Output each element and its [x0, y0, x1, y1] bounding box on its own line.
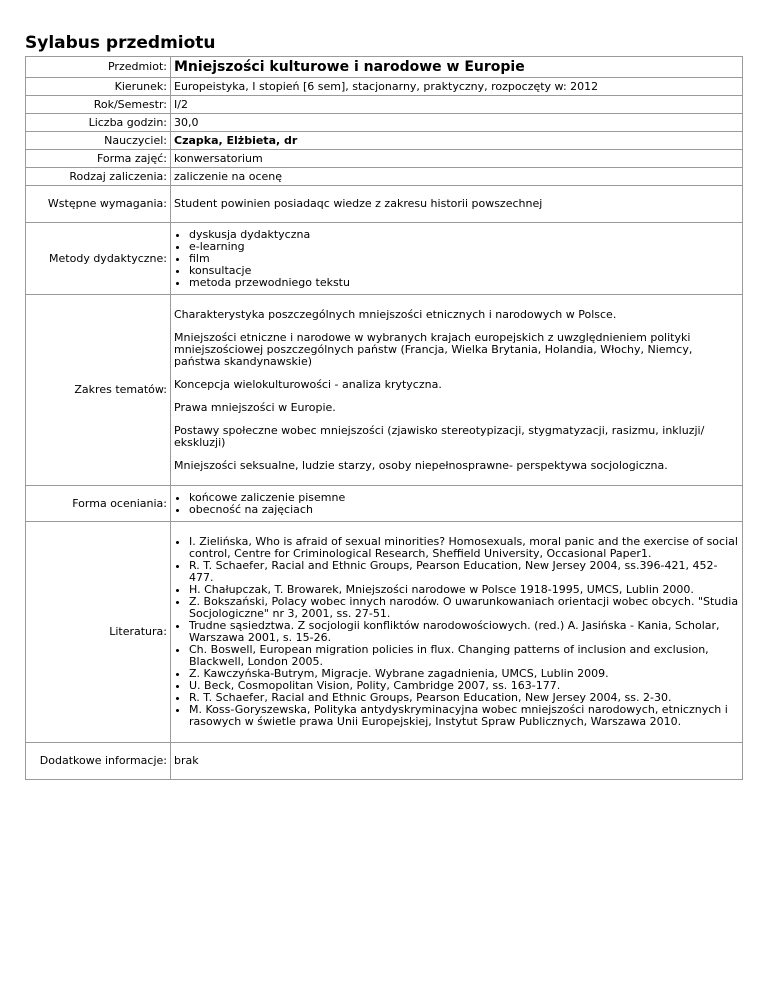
- label-rok: Rok/Semestr:: [26, 96, 171, 114]
- metody-list: [174, 229, 739, 289]
- list-item: • H. Chałupczak, T. Browarek, Mniejszości narodowe w Polsce 1918-1995, UMCS, Lublin 2000.: [189, 584, 739, 596]
- label-metody: Metody dydaktyczne:: [26, 223, 171, 295]
- list-item: • R. T. Schaefer, Racial and Ethnic Groups, Pearson Education, New Jersey 2004, ss. 2-30.: [189, 692, 739, 704]
- value-zakres: [171, 295, 743, 486]
- list-item: • Z. Bokszański, Polacy wobec innych narodów. O uwarunkowaniach orientacji wobec obcych. "Studia Socjologiczne" nr 3, 2001, ss. 27-51.: [189, 596, 739, 620]
- page-title: Sylabus przedmiotu: [25, 33, 216, 53]
- value-przedmiot: Mniejszości kulturowe i narodowe w Europie: [171, 57, 743, 78]
- row-literatura: [26, 522, 743, 743]
- literatura-list: [174, 536, 739, 728]
- zakres-topic: Charakterystyka poszczególnych mniejszości etnicznych i narodowych w Polsce.: [174, 307, 617, 321]
- list-item: • końcowe zaliczenie pisemne: [189, 492, 739, 504]
- list-item: • metoda przewodniego tekstu: [189, 277, 739, 289]
- list-item: • obecność na zajęciach: [189, 504, 739, 516]
- value-zaliczenie: zaliczenie na ocenę: [171, 168, 743, 186]
- list-item: • I. Zielińska, Who is afraid of sexual minorities? Homosexuals, moral panic and the exercise of social control, Centre for Criminological Research, Sheffield University, Occasional Paper1.: [189, 536, 739, 560]
- list-item: • Ch. Boswell, European migration policies in flux. Changing patterns of inclusion and exclusion, Blackwell, London 2005.: [189, 644, 739, 668]
- row-przedmiot: [26, 57, 743, 78]
- row-forma-zajec: [26, 150, 743, 168]
- row-metody: [26, 223, 743, 295]
- label-zakres: Zakres tematów:: [26, 295, 171, 486]
- list-item: • dyskusja dydaktyczna: [189, 229, 739, 241]
- zakres-topic: Koncepcja wielokulturowości - analiza krytyczna.: [174, 377, 442, 391]
- label-wymagania: Wstępne wymagania:: [26, 186, 171, 223]
- row-kierunek: [26, 78, 743, 96]
- list-item: • R. T. Schaefer, Racial and Ethnic Groups, Pearson Education, New Jersey 2004, ss.396-421, 452-477.: [189, 560, 739, 584]
- label-kierunek: Kierunek:: [26, 78, 171, 96]
- value-forma-zajec: konwersatorium: [171, 150, 743, 168]
- value-literatura: [171, 522, 743, 743]
- label-literatura: Literatura:: [26, 522, 171, 743]
- label-forma-zajec: Forma zajęć:: [26, 150, 171, 168]
- label-zaliczenie: Rodzaj zaliczenia:: [26, 168, 171, 186]
- syllabus-table: [25, 56, 743, 780]
- value-rok: I/2: [171, 96, 743, 114]
- zakres-topic: Mniejszości seksualne, ludzie starzy, osoby niepełnosprawne- perspektywa socjologiczna.: [174, 458, 668, 472]
- label-przedmiot: Przedmiot:: [26, 57, 171, 78]
- label-ocenianie: Forma oceniania:: [26, 486, 171, 522]
- row-ocenianie: [26, 486, 743, 522]
- value-ocenianie: [171, 486, 743, 522]
- row-rok: [26, 96, 743, 114]
- ocenianie-list: [174, 492, 739, 516]
- value-metody: [171, 223, 743, 295]
- value-nauczyciel: Czapka, Elżbieta, dr: [171, 132, 743, 150]
- value-dodatkowe: brak: [171, 743, 743, 780]
- value-wymagania: Student powinien posiadaqc wiedze z zakresu historii powszechnej: [171, 186, 743, 223]
- list-item: • Z. Kawczyńska-Butrym, Migracje. Wybrane zagadnienia, UMCS, Lublin 2009.: [189, 668, 739, 680]
- row-zakres: [26, 295, 743, 486]
- list-item: • e-learning: [189, 241, 739, 253]
- value-kierunek: Europeistyka, I stopień [6 sem], stacjonarny, praktyczny, rozpoczęty w: 2012: [171, 78, 743, 96]
- list-item: • film: [189, 253, 739, 265]
- list-item: • konsultacje: [189, 265, 739, 277]
- label-godziny: Liczba godzin:: [26, 114, 171, 132]
- row-nauczyciel: [26, 132, 743, 150]
- zakres-topic: Prawa mniejszości w Europie.: [174, 400, 336, 414]
- label-nauczyciel: Nauczyciel:: [26, 132, 171, 150]
- zakres-topic: Postawy społeczne wobec mniejszości (zjawisko stereotypizacji, stygmatyzacji, rasizmu, inkluzji/ ekskluzji): [174, 423, 705, 449]
- row-wymagania: [26, 186, 743, 223]
- list-item: • U. Beck, Cosmopolitan Vision, Polity, Cambridge 2007, ss. 163-177.: [189, 680, 739, 692]
- row-dodatkowe: [26, 743, 743, 780]
- label-dodatkowe: Dodatkowe informacje:: [26, 743, 171, 780]
- value-godziny: 30,0: [171, 114, 743, 132]
- row-godziny: [26, 114, 743, 132]
- list-item: • M. Koss-Goryszewska, Polityka antydyskryminacyjna wobec mniejszości narodowych, etnicznych i rasowych w świetle prawa Unii Europejskiej, Instytut Spraw Publicznych, Warszawa 2010.: [189, 704, 739, 728]
- list-item: • Trudne sąsiedztwa. Z socjologii konfliktów narodowościowych. (red.) A. Jasińska - Kania, Scholar, Warszawa 2001, s. 15-26.: [189, 620, 739, 644]
- zakres-topic: Mniejszości etniczne i narodowe w wybranych krajach europejskich z uwzględnieniem polityki mniejszościowej poszczególnych państw (Francja, Wielka Brytania, Holandia, Włochy, Niemcy, państwa skandynawskie): [174, 330, 693, 368]
- row-zaliczenie: [26, 168, 743, 186]
